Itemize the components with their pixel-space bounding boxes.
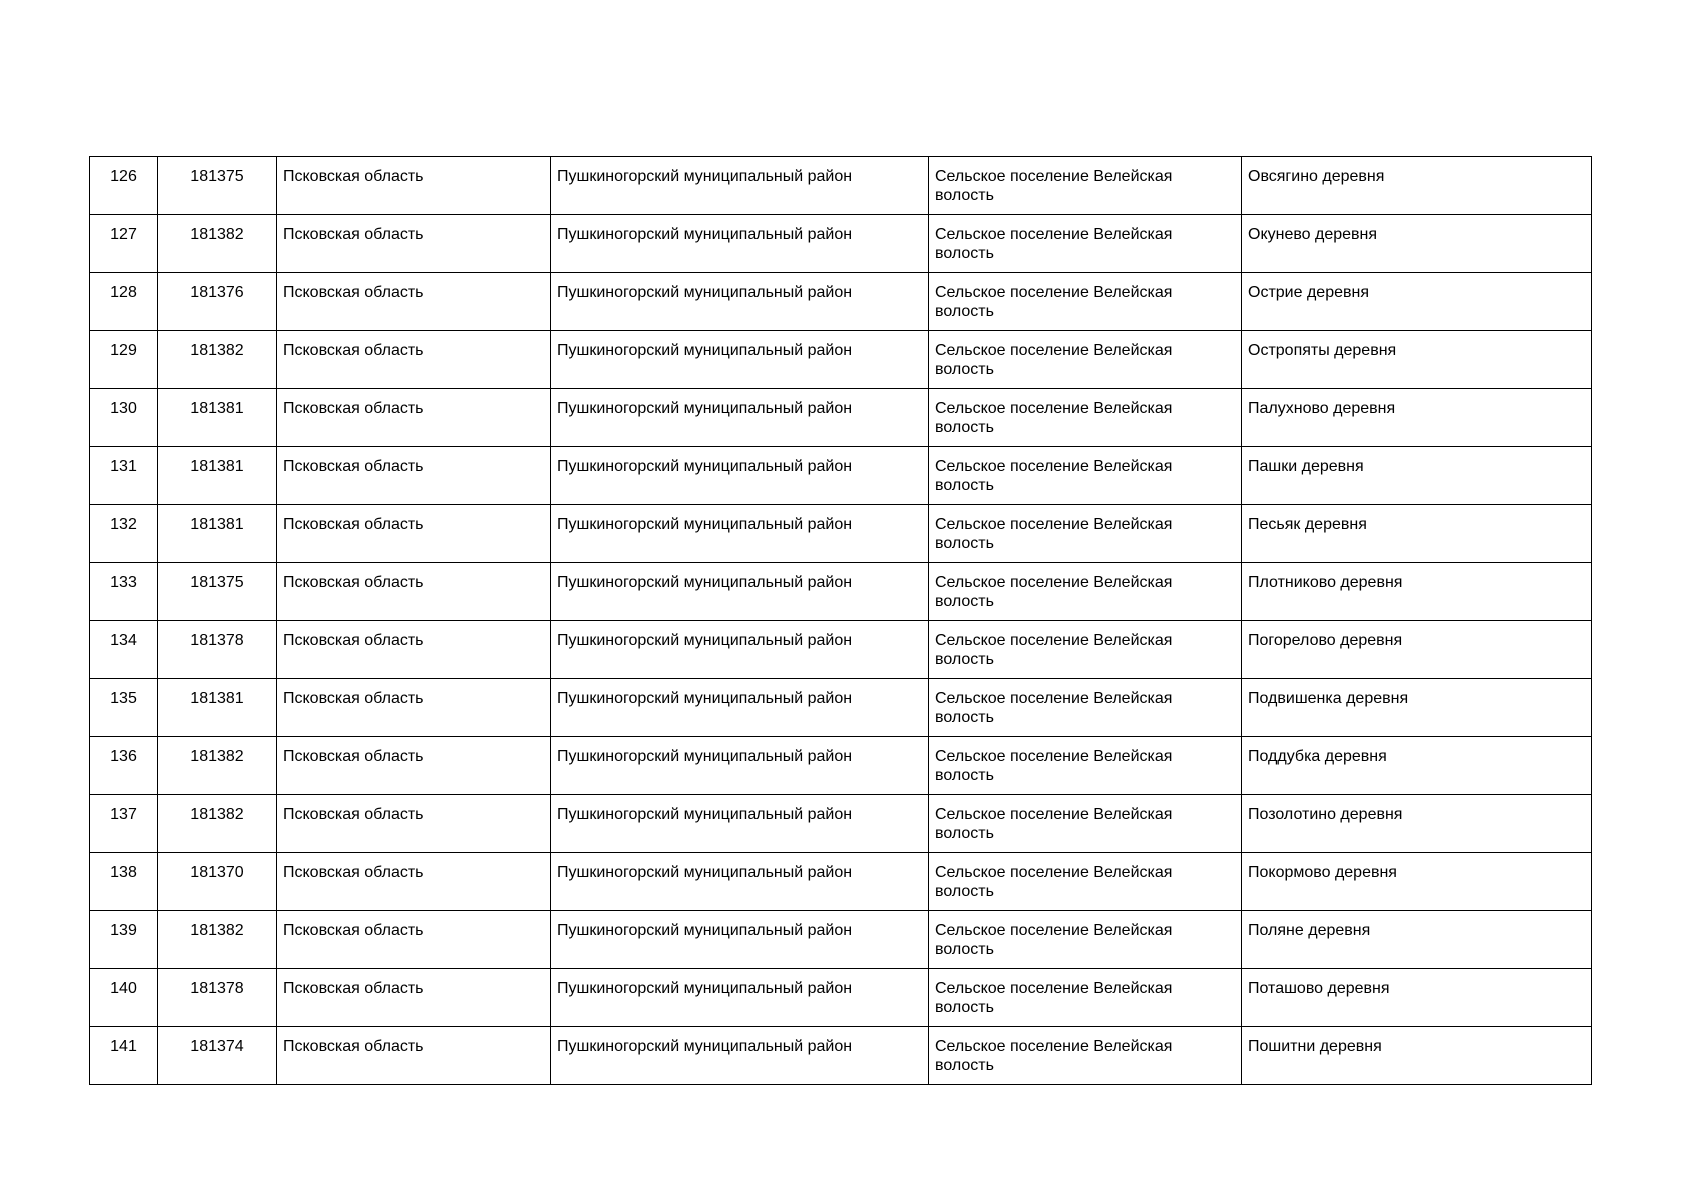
postal-index-cell: 181375	[158, 563, 277, 621]
postal-index-cell: 181381	[158, 447, 277, 505]
district-cell: Пушкиногорский муниципальный район	[551, 853, 929, 911]
table-row	[90, 737, 1592, 795]
table-row	[90, 215, 1592, 273]
region-cell: Псковская область	[277, 563, 551, 621]
postal-index-cell: 181382	[158, 737, 277, 795]
district-cell: Пушкиногорский муниципальный район	[551, 621, 929, 679]
district-cell: Пушкиногорский муниципальный район	[551, 215, 929, 273]
row-number-cell: 129	[90, 331, 158, 389]
postal-index-cell: 181370	[158, 853, 277, 911]
district-cell: Пушкиногорский муниципальный район	[551, 157, 929, 215]
row-number-cell: 135	[90, 679, 158, 737]
row-number-cell: 136	[90, 737, 158, 795]
district-cell: Пушкиногорский муниципальный район	[551, 795, 929, 853]
locality-cell: Покормово деревня	[1242, 853, 1592, 911]
table-row	[90, 273, 1592, 331]
row-number-cell: 138	[90, 853, 158, 911]
locality-cell: Пашки деревня	[1242, 447, 1592, 505]
region-cell: Псковская область	[277, 1027, 551, 1085]
district-cell: Пушкиногорский муниципальный район	[551, 737, 929, 795]
postal-index-cell: 181382	[158, 795, 277, 853]
locality-cell: Поляне деревня	[1242, 911, 1592, 969]
district-cell: Пушкиногорский муниципальный район	[551, 389, 929, 447]
locality-cell: Погорелово деревня	[1242, 621, 1592, 679]
row-number-cell: 126	[90, 157, 158, 215]
postal-index-cell: 181382	[158, 911, 277, 969]
table-row	[90, 157, 1592, 215]
settlement-cell: Сельское поселение Велейская волость	[929, 737, 1242, 795]
table-row	[90, 563, 1592, 621]
table-row	[90, 911, 1592, 969]
table-row	[90, 331, 1592, 389]
postal-index-cell: 181375	[158, 157, 277, 215]
district-cell: Пушкиногорский муниципальный район	[551, 563, 929, 621]
postal-index-cell: 181382	[158, 215, 277, 273]
postal-index-cell: 181376	[158, 273, 277, 331]
table-row	[90, 853, 1592, 911]
district-cell: Пушкиногорский муниципальный район	[551, 1027, 929, 1085]
row-number-cell: 137	[90, 795, 158, 853]
table-row	[90, 621, 1592, 679]
locality-cell: Подвишенка деревня	[1242, 679, 1592, 737]
postal-index-cell: 181378	[158, 621, 277, 679]
locality-cell: Окунево деревня	[1242, 215, 1592, 273]
table-row	[90, 505, 1592, 563]
district-cell: Пушкиногорский муниципальный район	[551, 505, 929, 563]
locality-cell: Плотниково деревня	[1242, 563, 1592, 621]
row-number-cell: 128	[90, 273, 158, 331]
locality-cell: Овсягино деревня	[1242, 157, 1592, 215]
table-row	[90, 389, 1592, 447]
region-cell: Псковская область	[277, 969, 551, 1027]
localities-table	[89, 156, 1592, 1085]
settlement-cell: Сельское поселение Велейская волость	[929, 331, 1242, 389]
district-cell: Пушкиногорский муниципальный район	[551, 273, 929, 331]
region-cell: Псковская область	[277, 621, 551, 679]
region-cell: Псковская область	[277, 447, 551, 505]
district-cell: Пушкиногорский муниципальный район	[551, 911, 929, 969]
row-number-cell: 131	[90, 447, 158, 505]
postal-index-cell: 181382	[158, 331, 277, 389]
row-number-cell: 140	[90, 969, 158, 1027]
table-row	[90, 1027, 1592, 1085]
row-number-cell: 132	[90, 505, 158, 563]
settlement-cell: Сельское поселение Велейская волость	[929, 911, 1242, 969]
region-cell: Псковская область	[277, 157, 551, 215]
region-cell: Псковская область	[277, 331, 551, 389]
settlement-cell: Сельское поселение Велейская волость	[929, 969, 1242, 1027]
postal-index-cell: 181378	[158, 969, 277, 1027]
settlement-cell: Сельское поселение Велейская волость	[929, 215, 1242, 273]
postal-index-cell: 181381	[158, 505, 277, 563]
district-cell: Пушкиногорский муниципальный район	[551, 679, 929, 737]
settlement-cell: Сельское поселение Велейская волость	[929, 563, 1242, 621]
locality-cell: Остропяты деревня	[1242, 331, 1592, 389]
postal-index-cell: 181381	[158, 679, 277, 737]
table-row	[90, 795, 1592, 853]
settlement-cell: Сельское поселение Велейская волость	[929, 273, 1242, 331]
settlement-cell: Сельское поселение Велейская волость	[929, 157, 1242, 215]
postal-index-cell: 181374	[158, 1027, 277, 1085]
postal-index-cell: 181381	[158, 389, 277, 447]
row-number-cell: 141	[90, 1027, 158, 1085]
locality-cell: Поташово деревня	[1242, 969, 1592, 1027]
row-number-cell: 139	[90, 911, 158, 969]
district-cell: Пушкиногорский муниципальный район	[551, 447, 929, 505]
settlement-cell: Сельское поселение Велейская волость	[929, 505, 1242, 563]
region-cell: Псковская область	[277, 911, 551, 969]
region-cell: Псковская область	[277, 853, 551, 911]
settlement-cell: Сельское поселение Велейская волость	[929, 389, 1242, 447]
settlement-cell: Сельское поселение Велейская волость	[929, 447, 1242, 505]
locality-cell: Палухново деревня	[1242, 389, 1592, 447]
settlement-cell: Сельское поселение Велейская волость	[929, 679, 1242, 737]
settlement-cell: Сельское поселение Велейская волость	[929, 1027, 1242, 1085]
locality-cell: Острие деревня	[1242, 273, 1592, 331]
settlement-cell: Сельское поселение Велейская волость	[929, 795, 1242, 853]
region-cell: Псковская область	[277, 273, 551, 331]
row-number-cell: 127	[90, 215, 158, 273]
region-cell: Псковская область	[277, 795, 551, 853]
locality-cell: Песьяк деревня	[1242, 505, 1592, 563]
settlement-cell: Сельское поселение Велейская волость	[929, 853, 1242, 911]
district-cell: Пушкиногорский муниципальный район	[551, 331, 929, 389]
settlement-cell: Сельское поселение Велейская волость	[929, 621, 1242, 679]
region-cell: Псковская область	[277, 737, 551, 795]
region-cell: Псковская область	[277, 679, 551, 737]
row-number-cell: 130	[90, 389, 158, 447]
table-row	[90, 447, 1592, 505]
table-row	[90, 969, 1592, 1027]
locality-cell: Пошитни деревня	[1242, 1027, 1592, 1085]
table-body	[90, 157, 1592, 1085]
locality-cell: Поддубка деревня	[1242, 737, 1592, 795]
table-row	[90, 679, 1592, 737]
row-number-cell: 134	[90, 621, 158, 679]
locality-cell: Позолотино деревня	[1242, 795, 1592, 853]
region-cell: Псковская область	[277, 389, 551, 447]
district-cell: Пушкиногорский муниципальный район	[551, 969, 929, 1027]
region-cell: Псковская область	[277, 505, 551, 563]
region-cell: Псковская область	[277, 215, 551, 273]
row-number-cell: 133	[90, 563, 158, 621]
